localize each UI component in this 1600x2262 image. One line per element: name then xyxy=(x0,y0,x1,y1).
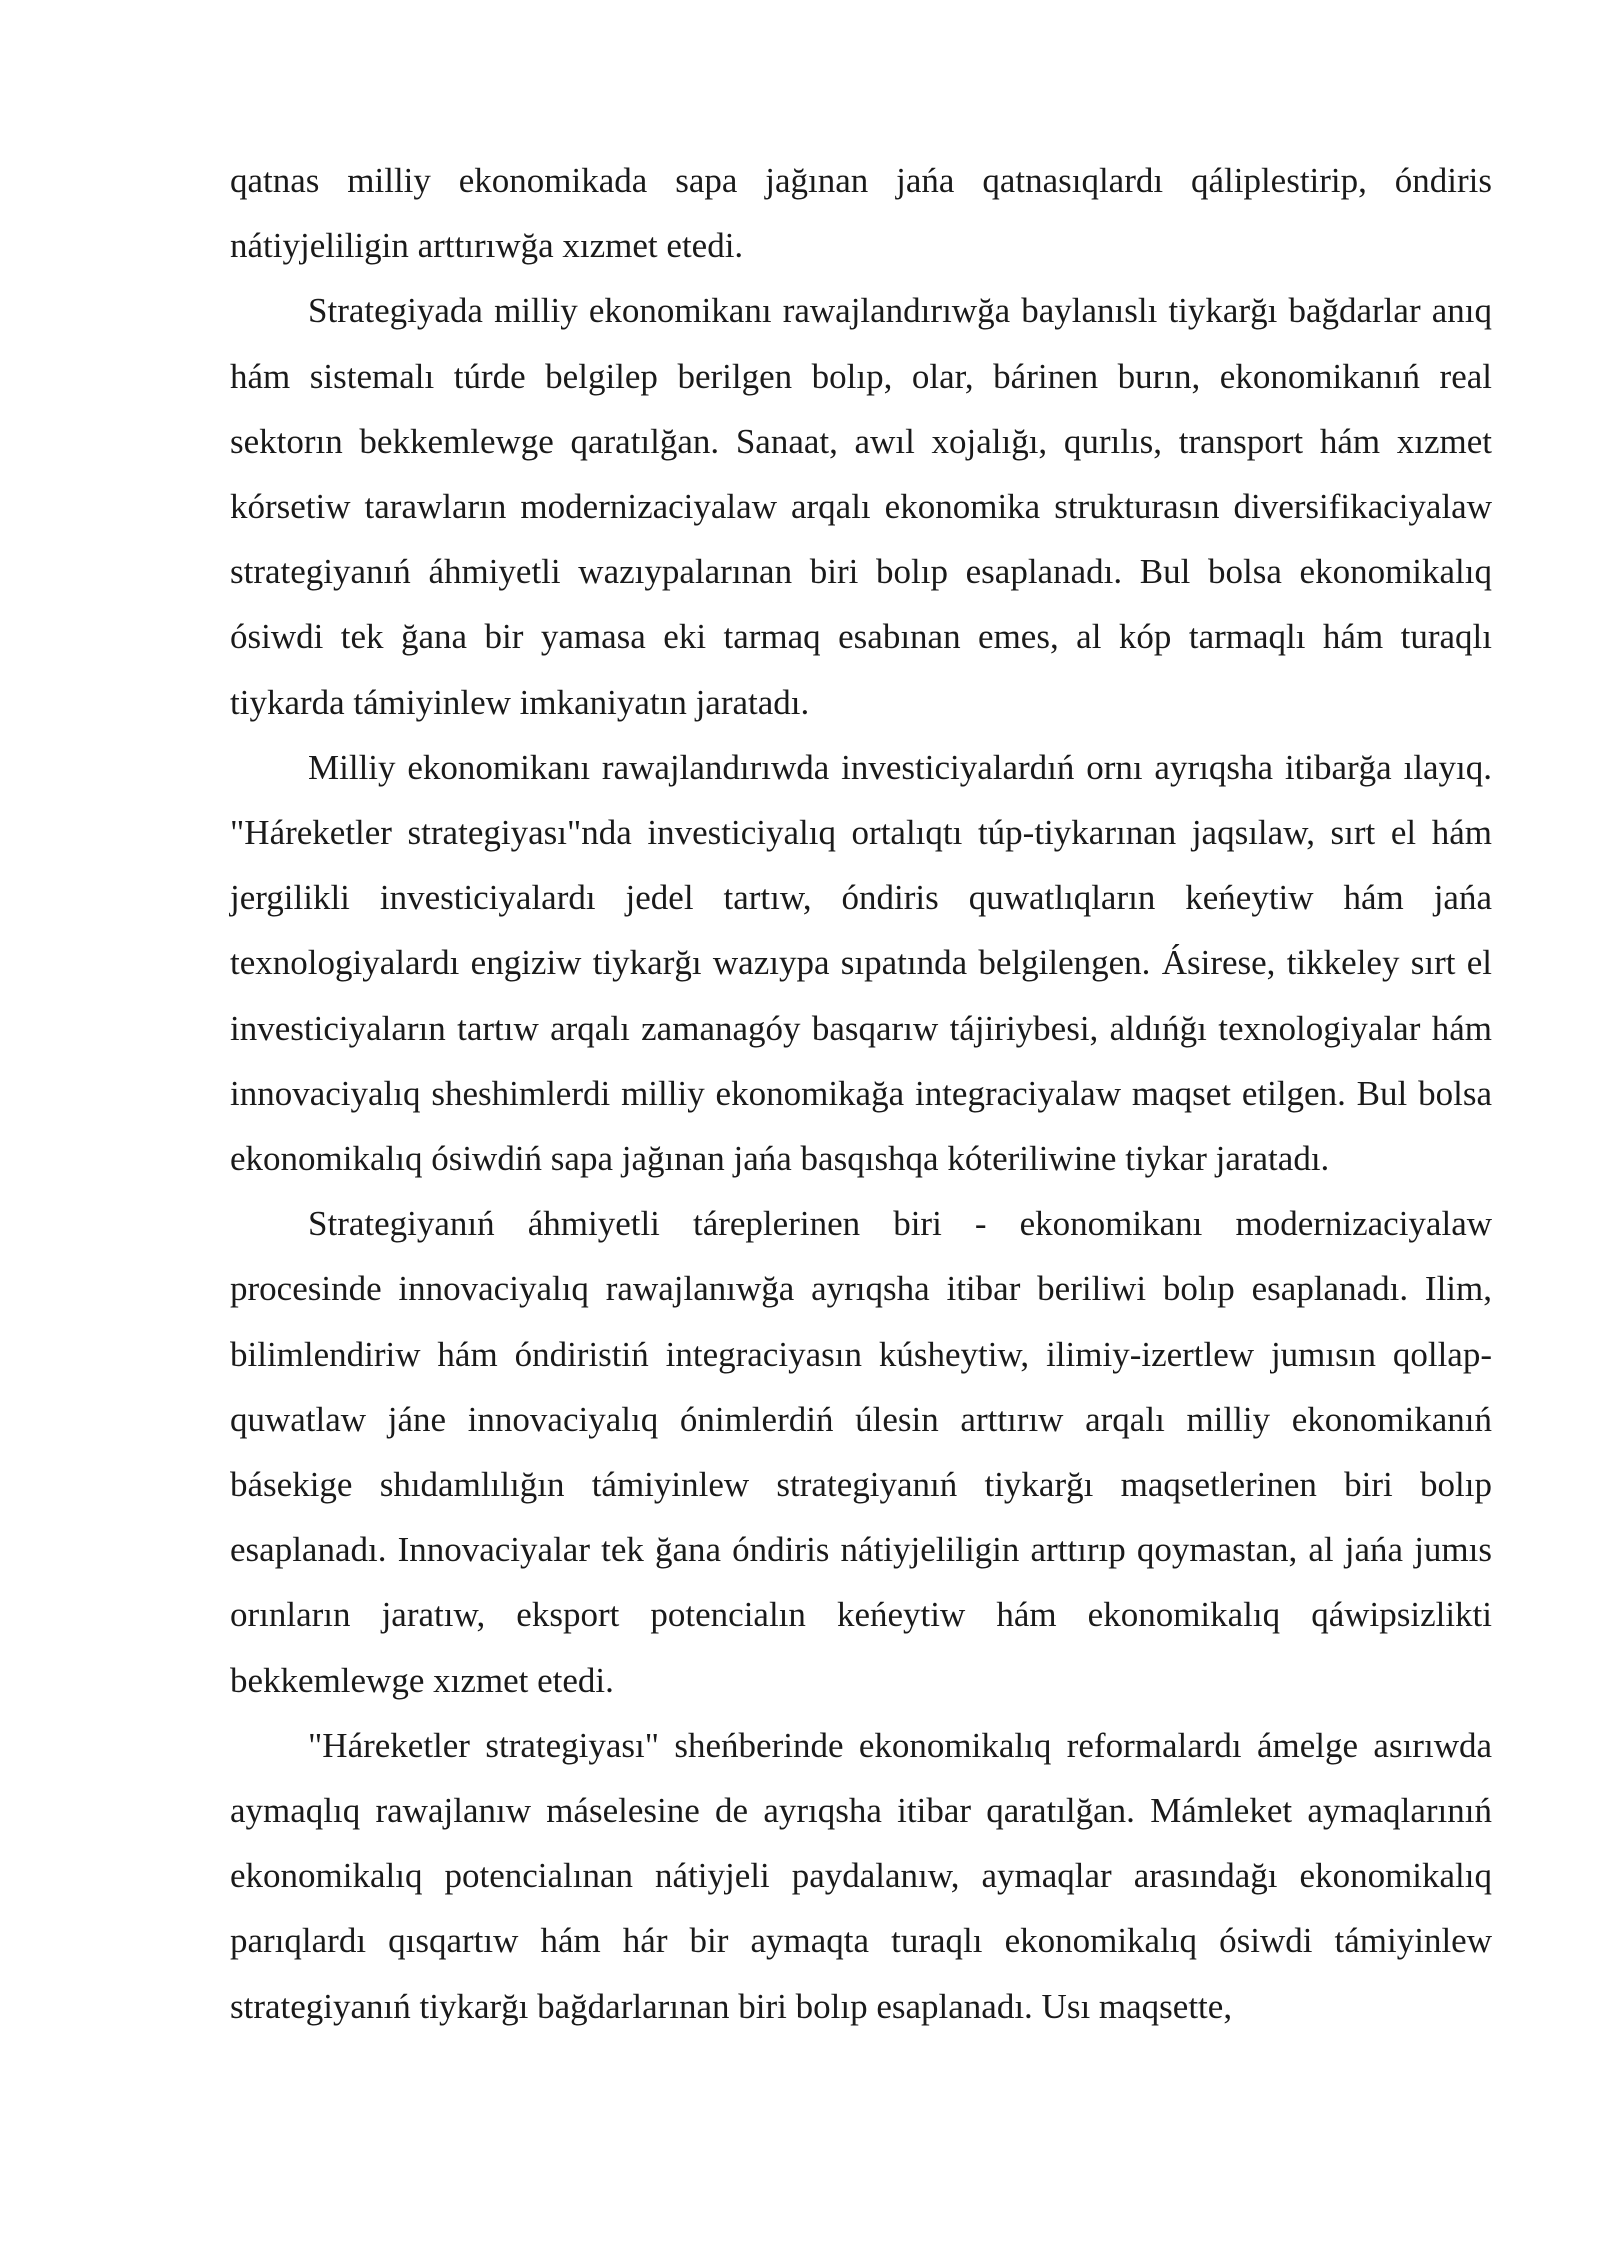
paragraph-investments: Milliy ekonomikanı rawajlandırıwda investiciyalardıń ornı ayrıqsha itibarğa ılayıq. "Háreketler strategiyası"nda investiciyalıq ortalıqtı túp-tiykarınan jaqsılaw, sırt el hám jergilikli investiciyalardı jedel tartıw, óndiris quwatlıqların keńeytiw hám jańa texnologiyalardı engiziw tiykarğı wazıypa sıpatında belgilengen. Ásirese, tikkeley sırt el investiciyaların tartıw arqalı zamanagóy basqarıw tájiriybesi, aldıńğı texnologiyalar hám innovaciyalıq sheshimlerdi milliy ekonomikağa integraciyalaw maqset etilgen. Bul bolsa ekonomikalıq ósiwdiń sapa jağınan jańa basqıshqa kóteriliwine tiykar jaratadı. xyxy=(230,747,1492,1179)
paragraph-innovation: Strategiyanıń áhmiyetli táreplerinen biri - ekonomikanı modernizaciyalaw procesinde innovaciyalıq rawajlanıwğa ayrıqsha itibar beriliwi bolıp esaplanadı. Ilim, bilimlendiriw hám óndiristiń integraciyasın kúsheytiw, ilimiy-izertlew jumısın qollap-quwatlaw jáne innovaciyalıq ónimlerdiń úlesin arttırıw arqalı milliy ekonomikanıń básekige shıdamlılığın támiyinlew strategiyanıń tiykarğı maqsetlerinen biri bolıp esaplanadı. Innovaciyalar tek ğana óndiris nátiyjeliligin arttırıp qoymastan, al jańa jumıs orınların jaratıw, eksport potencialın keńeytiw hám ekonomikalıq qáwipsizlikti bekkemlewge xızmet etedi. xyxy=(230,1204,1492,1700)
paragraph-regional-development: "Háreketler strategiyası" sheńberinde ekonomikalıq reformalardı ámelge asırıwda aymaqlıq rawajlanıw máselesine de ayrıqsha itibar qaratılğan. Mámleket aymaqlarınıń ekonomikalıq potencialınan nátiyjeli paydalanıw, aymaqlar arasındağı ekonomikalıq parıqlardı qısqartıw hám hár bir aymaqta turaqlı ekonomikalıq ósiwdi támiyinlew strategiyanıń tiykarğı bağdarlarınan biri bolıp esaplanadı. Usı maqsette, xyxy=(230,1725,1492,2026)
document-body xyxy=(230,148,1492,2039)
paragraph-economy-sectors: Strategiyada milliy ekonomikanı rawajlandırıwğa baylanıslı tiykarğı bağdarlar anıq hám sistemalı túrde belgilep berilgen bolıp, olar, bárinen burın, ekonomikanıń real sektorın bekkemlewge qaratılğan. Sanaat, awıl xojalığı, qurılıs, transport hám xızmet kórsetiw tarawların modernizaciyalaw arqalı ekonomika strukturasın diversifikaciyalaw strategiyanıń áhmiyetli wazıypalarınan biri bolıp esaplanadı. Bul bolsa ekonomikalıq ósiwdi tek ğana bir yamasa eki tarmaq esabınan emes, al kóp tarmaqlı hám turaqlı tiykarda támiyinlew imkaniyatın jaratadı. xyxy=(230,291,1492,722)
paragraph-continued: qatnas milliy ekonomikada sapa jağınan jańa qatnasıqlardı qáliplestirip, óndiris nátiyjeliligin arttırıwğa xızmet etedi. xyxy=(230,161,1492,266)
